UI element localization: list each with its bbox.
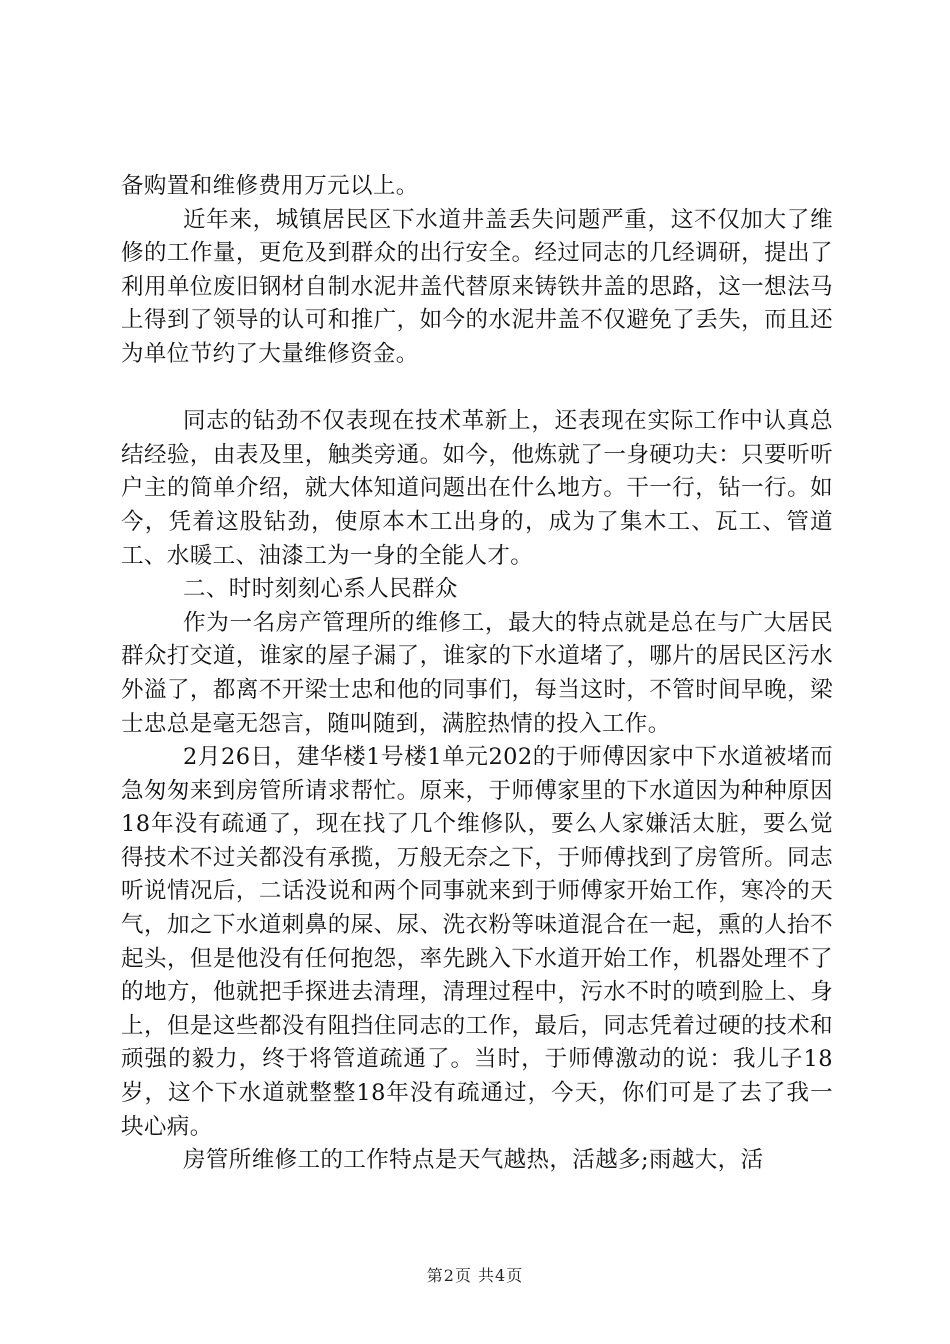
paragraph-february-story: 2月26日，建华楼1号楼1单元202的于师傅因家中下水道被堵而急匆匆来到房管所请求帮忙。原来，于师傅家里的下水道因为种种原因18年没有疏通了，现在找了几个维修队，要么人家嫌活太脏，要么觉得技术不过关都没有承揽，万般无奈之下，于师傅找到了房管所。同志听说情况后，二话没说和两个同事就来到于师傅家开始工作，寒冷的天气，加之下水道刺鼻的屎、尿、洗衣粉等味道混合在一起，熏的人抬不起头，但是他没有任何抱怨，率先跳入下水道开始工作，机器处理不了的地方，他就把手探进去清理，清理过程中，污水不时的喷到脸上、身上，但是这些都没有阻挡住同志的工作，最后，同志凭着过硬的技术和顽强的毅力，终于将管道疏通了。当时，于师傅激动的说：我儿子18岁，这个下水道就整整18年没有疏通过，今天，你们可是了去了我一块心病。 <box>121 744 833 1140</box>
document-body <box>121 170 833 1178</box>
paragraph-work-characteristics: 房管所维修工的工作特点是天气越热，活越多;雨越大，活 <box>183 1147 764 1174</box>
paragraph-gap <box>121 372 833 406</box>
section-heading: 二、时时刻刻心系人民群众 <box>183 576 458 603</box>
paragraph-continuation: 备购置和维修费用万元以上。 <box>121 173 419 199</box>
paragraph-manhole-covers: 近年来，城镇居民区下水道井盖丢失问题严重，这不仅加大了维修的工作量，更危及到群众的出行安全。经过同志的几经调研，提出了利用单位废旧钢材自制水泥井盖代替原来铸铁井盖的思路，这一想法马上得到了领导的认可和推广，如今的水泥井盖不仅避免了丢失，而且还为单位节约了大量维修资金。 <box>121 206 833 367</box>
page-number-footer: 第2页 共4页 <box>426 1266 524 1285</box>
paragraph-diligence: 同志的钻劲不仅表现在技术革新上，还表现在实际工作中认真总结经验，由表及里，触类旁通。如今，他炼就了一身硬功夫：只要听听户主的简单介绍，就大体知道问题出在什么地方。干一行，钻一行。如今，凭着这股钻劲，使原本木工出身的，成为了集木工、瓦工、管道工、水暖工、油漆工为一身的全能人才。 <box>121 408 833 569</box>
paragraph-residents: 作为一名房产管理所的维修工，最大的特点就是总在与广大居民群众打交道，谁家的屋子漏了，谁家的下水道堵了，哪片的居民区污水外溢了，都离不开梁士忠和他的同事们，每当这时，不管时间早晚，梁士忠总是毫无怨言，随叫随到，满腔热情的投入工作。 <box>121 609 833 737</box>
